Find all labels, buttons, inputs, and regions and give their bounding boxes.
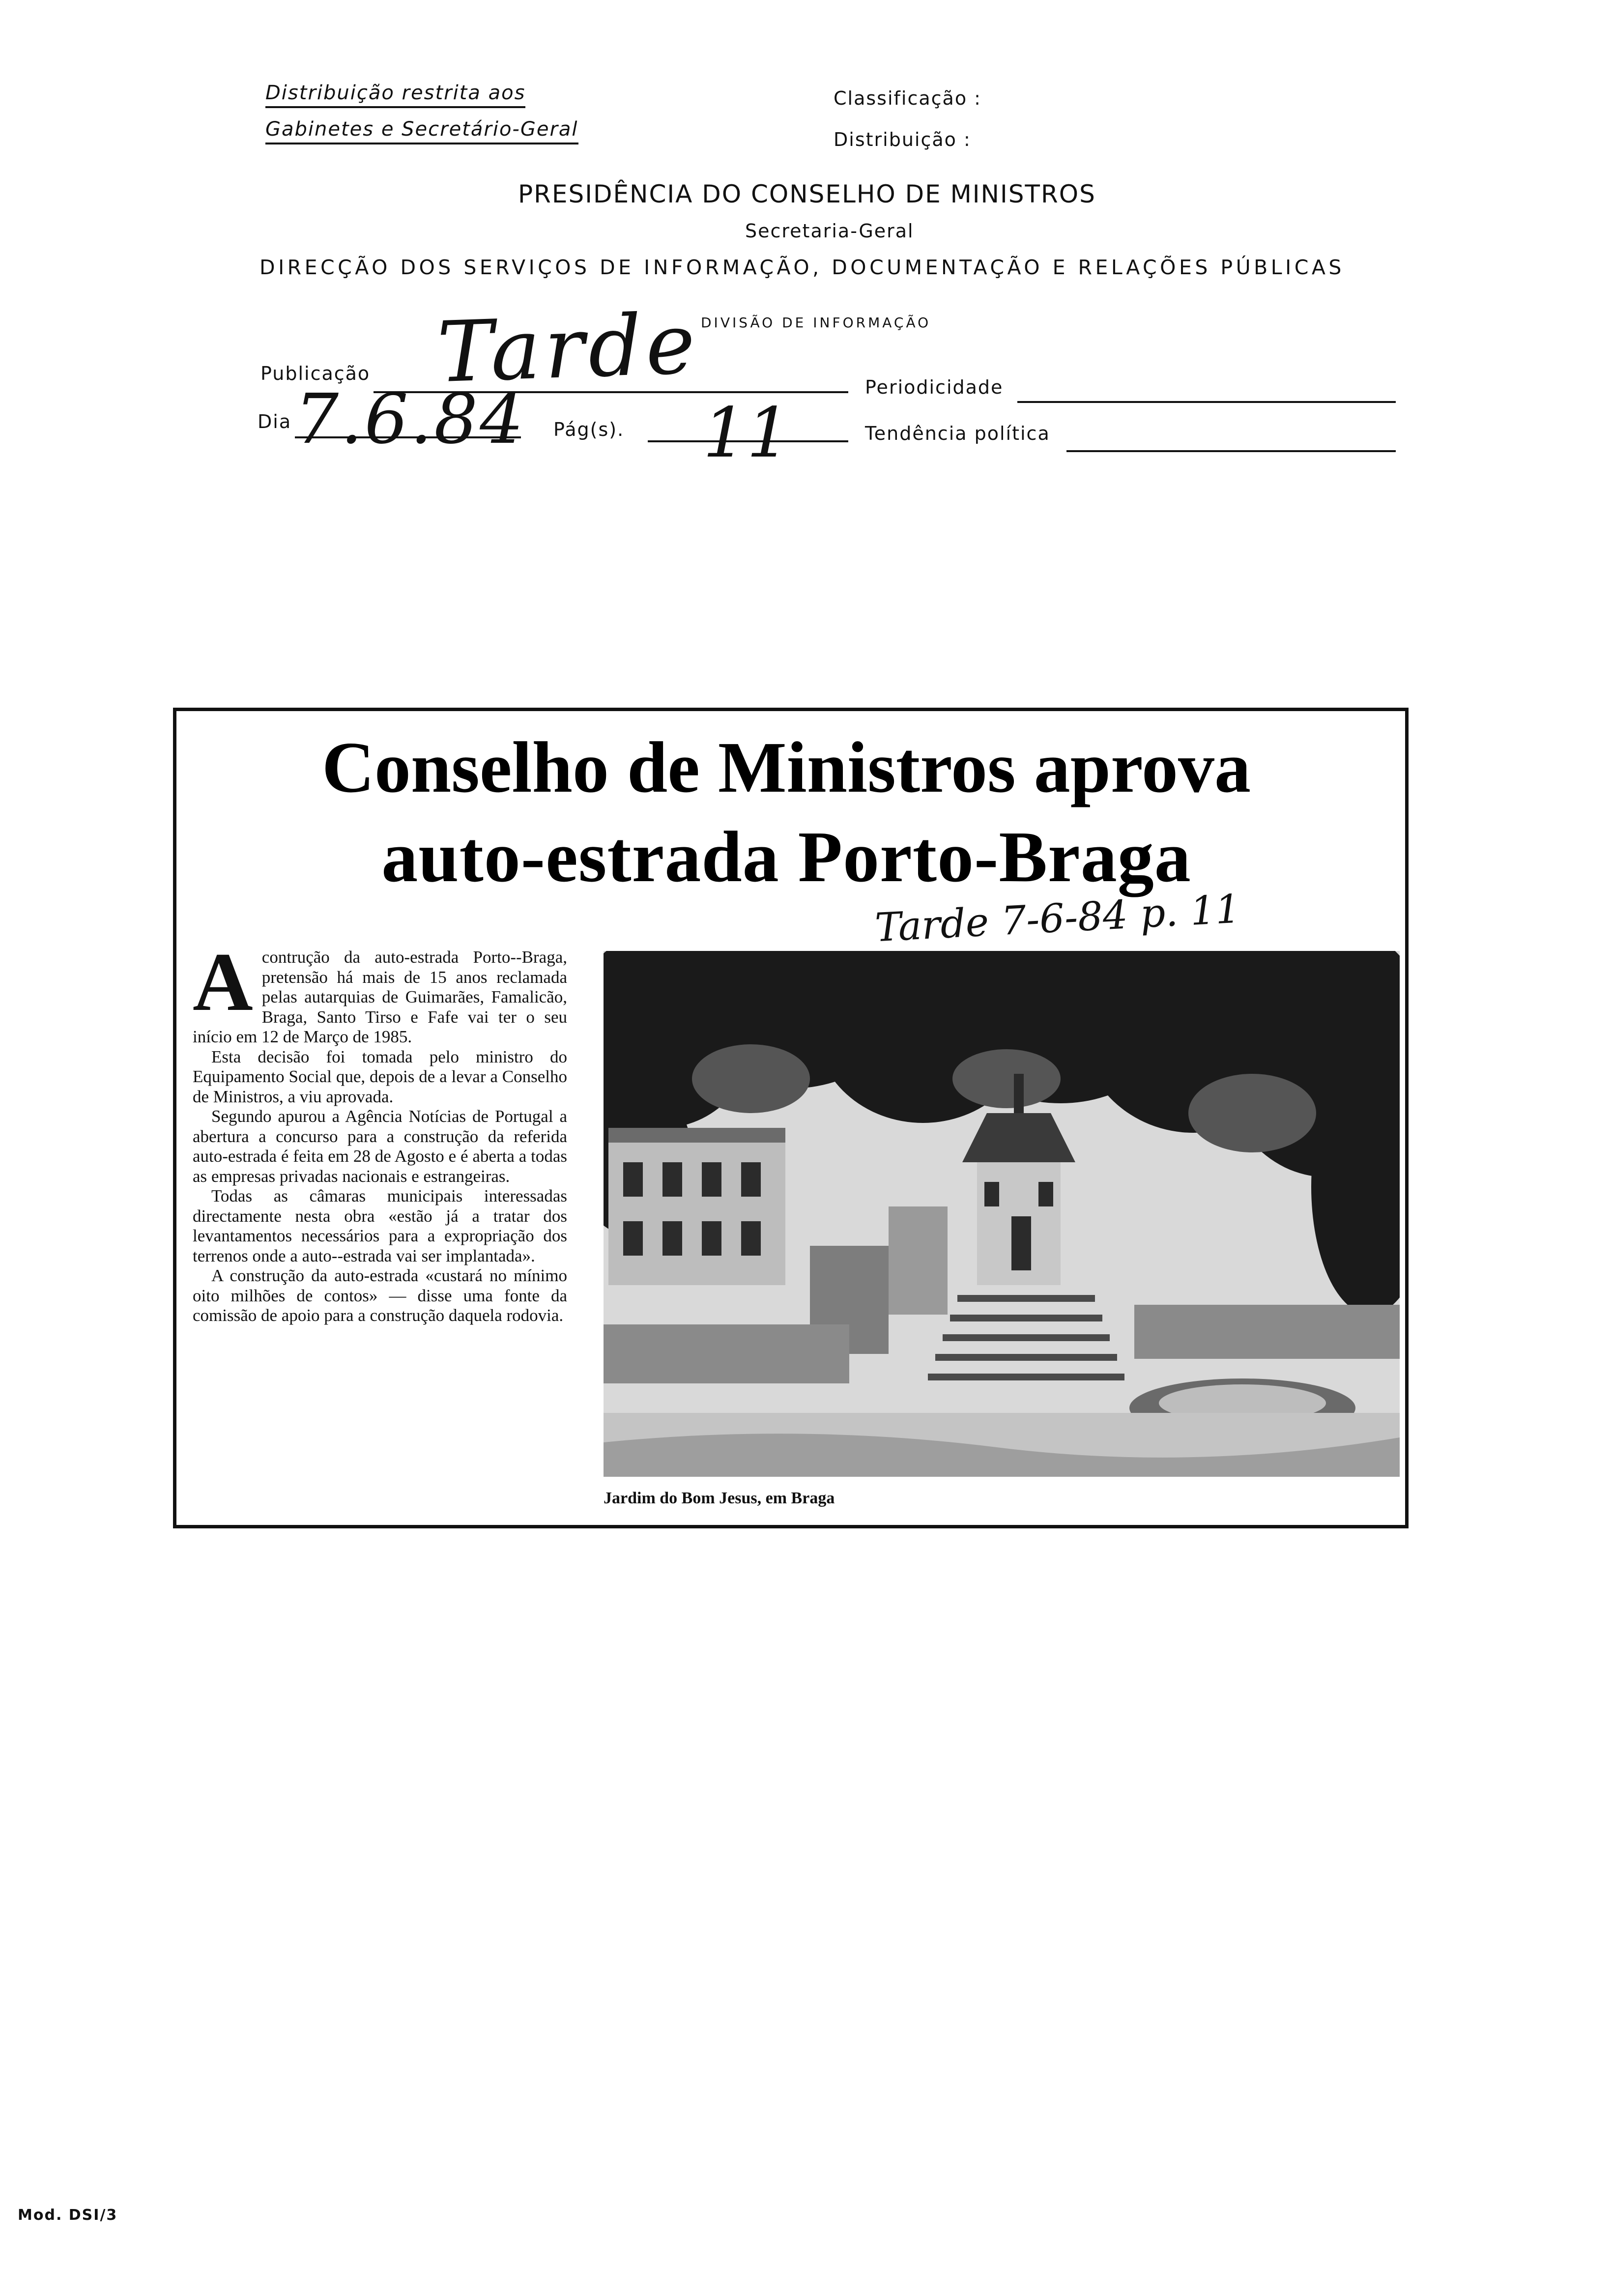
periodicity-line [1017, 401, 1396, 403]
restriction-line-1: Distribuição restrita aos [265, 82, 525, 108]
day-handwritten: 7.6.84 [295, 379, 526, 459]
article-body [193, 936, 567, 1513]
restriction-line-2: Gabinetes e Secretário-Geral [265, 118, 578, 144]
headline-line-2: auto-estrada Porto-Braga [381, 817, 1191, 897]
form-model: Mod. DSI/3 [18, 2207, 118, 2224]
article-paragraph-2: Esta decisão foi tomada pelo ministro do Equipamento Social que, depois de a levar a Conselho de Ministros, a viu aprovada. [193, 1047, 567, 1106]
article-paragraph-1: Acontrução da auto-estrada Porto--Braga, pretensão há mais de 15 anos reclamada pelas autarquias de Guimarães, Famalicão, Braga, Santo Tirso e Fafe vai ter o seu início em 12 de Março de 1985. [193, 936, 567, 1046]
garden-photo [604, 951, 1400, 1477]
handwritten-annotation: Tarde 7-6-84 p. 11 [874, 886, 1241, 951]
drop-cap: A [193, 936, 253, 1028]
pages-label: Pág(s). [553, 419, 625, 440]
classification-label: Classificação : [834, 87, 981, 109]
directorate-line: DIRECÇÃO DOS SERVIÇOS DE INFORMAÇÃO, DOCUMENTAÇÃO E RELAÇÕES PÚBLICAS [259, 256, 1345, 279]
article-paragraph-3: Segundo apurou a Agência Notícias de Portugal a abertura a concurso para a construção da referida auto-estrada é feita em 28 de Agosto e é aberta a todas as empresas privadas nacionais e estrangeiras. [193, 1107, 567, 1186]
publication-handwritten: Tarde [435, 295, 701, 402]
page-subtitle: Secretaria-Geral [745, 220, 914, 242]
distribution-label: Distribuição : [834, 129, 971, 150]
publication-label: Publicação [260, 363, 371, 384]
periodicity-label: Periodicidade [865, 376, 1004, 398]
political-label: Tendência política [865, 423, 1050, 444]
article-paragraph-5: A construção da auto-estrada «custará no mínimo oito milhões de contos» — disse uma fonte da comissão de apoio para a construção daquela rodovia. [193, 1266, 567, 1325]
political-line [1066, 450, 1396, 452]
day-label: Dia [258, 411, 292, 432]
page-title: PRESIDÊNCIA DO CONSELHO DE MINISTROS [518, 180, 1096, 208]
headline-line-1: Conselho de Ministros aprova [322, 727, 1251, 808]
division-label: DIVISÃO DE INFORMAÇÃO [701, 315, 931, 331]
pages-handwritten: 11 [703, 393, 791, 473]
photo-caption: Jardim do Bom Jesus, em Braga [604, 1489, 835, 1507]
article-paragraph-4: Todas as câmaras municipais interessadas directamente nesta obra «estão já a tratar dos levantamentos necessários para a expropriação dos terrenos onde a auto--estrada vai ser implantada». [193, 1186, 567, 1265]
